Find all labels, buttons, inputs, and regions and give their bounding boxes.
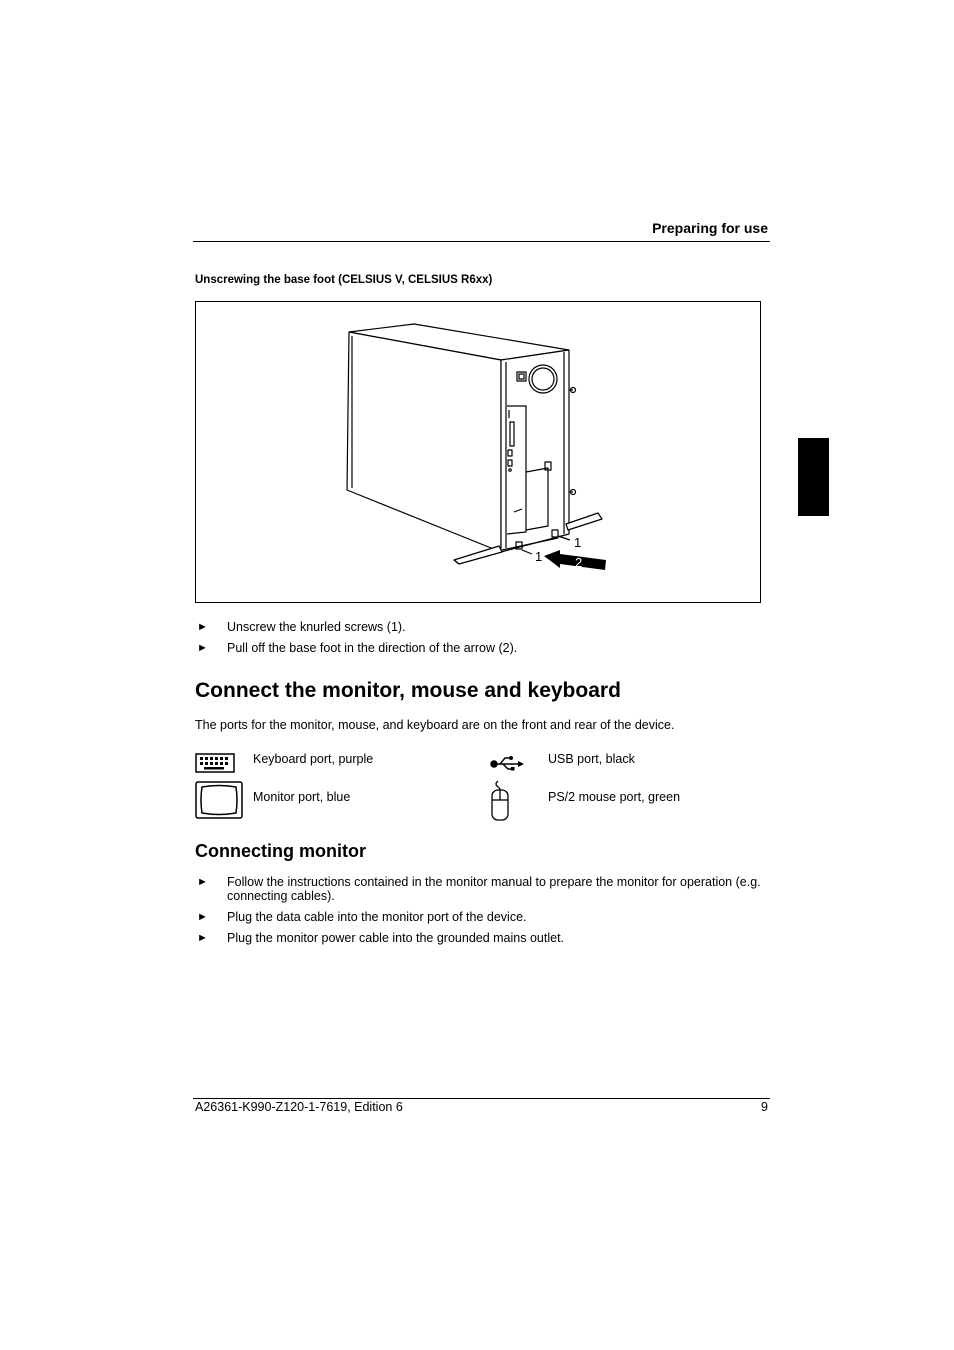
callout-1-left: 1 (535, 549, 543, 564)
list-item: ► Plug the monitor power cable into the grounded mains outlet. (197, 931, 565, 945)
callout-1-right: 1 (574, 535, 582, 550)
port-label-usb: USB port, black (548, 752, 635, 766)
bullet-arrow-icon: ► (197, 642, 208, 654)
mouse-icon (489, 780, 511, 822)
chapter-thumb-tab (798, 438, 829, 516)
footer-doc-id: A26361-K990-Z120-1-7619, Edition 6 (195, 1100, 403, 1114)
keyboard-icon (195, 753, 235, 773)
running-header: Preparing for use (652, 220, 768, 236)
section-heading-monitor: Connecting monitor (195, 841, 366, 861)
figure-caption: Unscrewing the base foot (CELSIUS V, CELSIUS R6xx) (195, 274, 493, 286)
bullet-arrow-icon: ► (197, 911, 208, 923)
footer-rule (193, 1098, 770, 1099)
page-number: 9 (761, 1100, 768, 1114)
figure-base-foot (195, 301, 761, 603)
monitor-icon (195, 781, 243, 819)
bullet-arrow-icon: ► (197, 932, 208, 944)
callout-2-arrow: 2 (575, 555, 583, 570)
bullet-arrow-icon: ► (197, 621, 208, 633)
list-item: ► Follow the instructions contained in the monitor manual to prepare the monitor for operation (e.g. connecting cables). (197, 875, 761, 903)
section-heading-connect: Connect the monitor, mouse and keyboard (195, 679, 621, 702)
tower-illustration (196, 302, 762, 604)
section-intro: The ports for the monitor, mouse, and keyboard are on the front and rear of the device. (195, 718, 675, 732)
monitor-steps (195, 875, 765, 945)
list-item: ► Plug the data cable into the monitor port of the device. (197, 910, 527, 924)
list-item: ► Pull off the base foot in the direction of the arrow (2). (197, 641, 518, 655)
port-label-mouse: PS/2 mouse port, green (548, 790, 681, 804)
unscrew-steps (195, 620, 765, 655)
port-label-keyboard: Keyboard port, purple (253, 752, 374, 766)
header-rule (193, 241, 770, 242)
list-item: ► Unscrew the knurled screws (1). (197, 620, 406, 634)
usb-icon (490, 754, 526, 772)
bullet-arrow-icon: ► (197, 876, 208, 888)
port-label-monitor: Monitor port, blue (253, 790, 351, 804)
